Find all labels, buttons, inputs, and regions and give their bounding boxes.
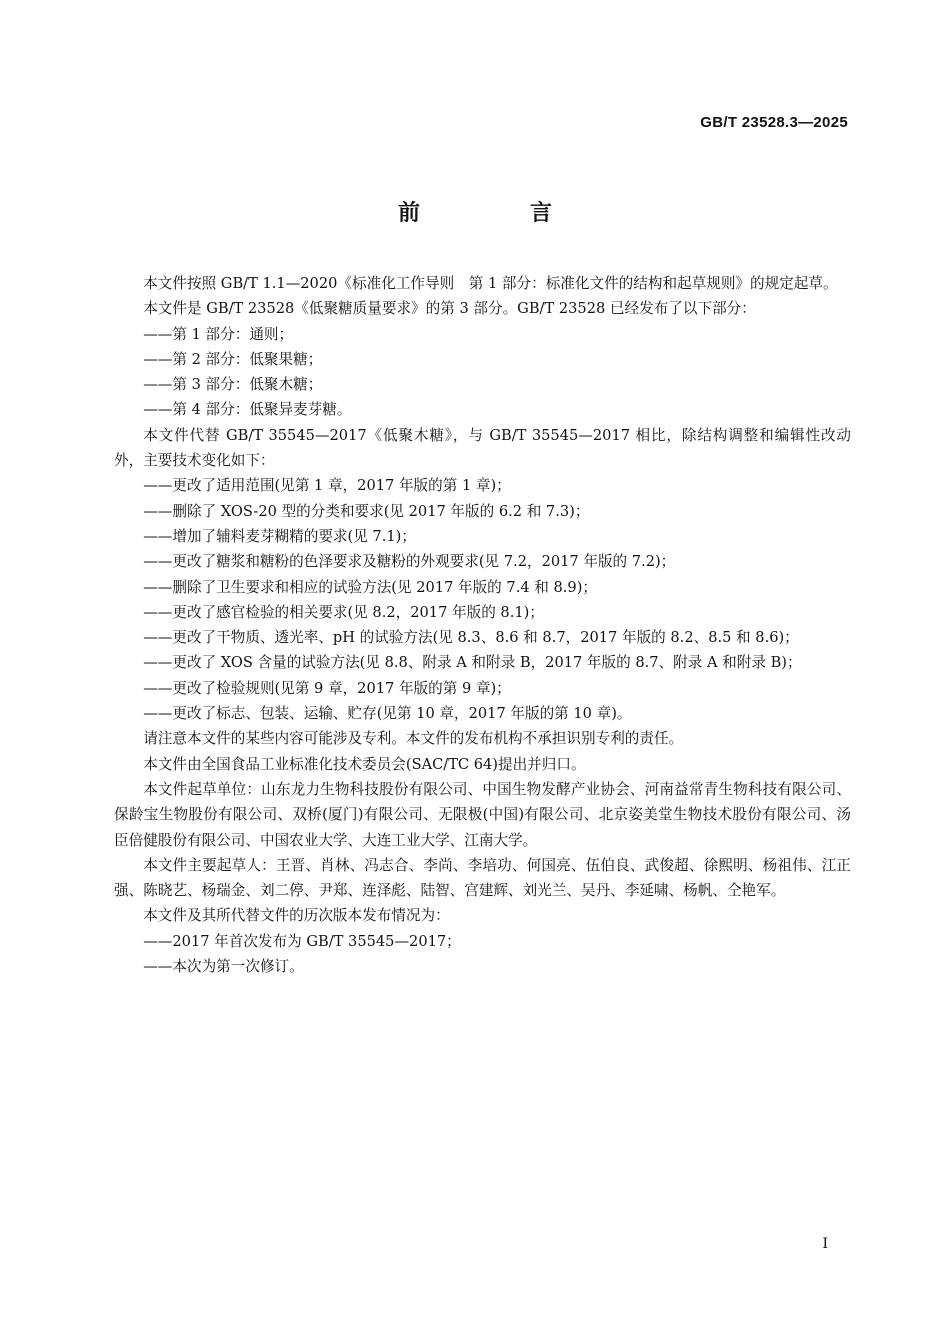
list-item: ——更改了检验规则(见第 9 章，2017 年版的第 9 章)； — [143, 679, 511, 697]
list-item: ——更改了标志、包装、运输、贮存(见第 10 章，2017 年版的第 10 章)。 — [143, 705, 632, 723]
list-item: ——更改了糖浆和糖粉的色泽要求及糖粉的外观要求(见 7.2，2017 年版的 7.2)； — [143, 553, 676, 571]
page-number: I — [822, 1236, 828, 1252]
paragraph: 本文件起草单位：山东龙力生物科技股份有限公司、中国生物发酵产业协会、河南益常青生物科技有限公司、保龄宝生物股份有限公司、双桥(厦门)有限公司、无限极(中国)有限公司、北京姿美堂生物技术股份有限公司、汤臣倍健股份有限公司、中国农业大学、大连工业大学、江南大学。 — [114, 780, 851, 849]
paragraph: 请注意本文件的某些内容可能涉及专利。本文件的发布机构不承担识别专利的责任。 — [143, 730, 684, 748]
paragraph: 本文件主要起草人：王晋、肖林、冯志合、李尚、李培功、何国亮、伍伯良、武俊超、徐熙明、杨祖伟、江正强、陈晓艺、杨瑞金、刘二停、尹郑、连泽彪、陆智、宫建辉、刘光兰、吴丹、李延啸、杨帆、仝艳军。 — [114, 856, 851, 900]
document-body — [114, 271, 851, 979]
paragraph: 本文件按照 GB/T 1.1—2020《标准化工作导则 第 1 部分：标准化文件的结构和起草规则》的规定起草。 — [143, 275, 838, 292]
paragraph: 本文件代替 GB/T 35545—2017《低聚木糖》，与 GB/T 35545—2017 相比，除结构调整和编辑性改动外，主要技术变化如下： — [114, 426, 851, 470]
list-item: ——删除了卫生要求和相应的试验方法(见 2017 年版的 7.4 和 8.9)； — [143, 578, 597, 596]
list-item: ——删除了 XOS-20 型的分类和要求(见 2017 年版的 6.2 和 7.3)； — [143, 502, 590, 520]
paragraph: 本文件由全国食品工业标准化技术委员会(SAC/TC 64)提出并归口。 — [143, 755, 586, 773]
list-item: ——第 4 部分：低聚异麦芽糖。 — [143, 401, 352, 419]
list-item: ——2017 年首次发布为 GB/T 35545—2017； — [143, 932, 461, 950]
list-item: ——本次为第一次修订。 — [143, 958, 304, 976]
paragraph: 本文件及其所代替文件的历次版本发布情况为： — [143, 907, 450, 925]
list-item: ——更改了感官检验的相关要求(见 8.2，2017 年版的 8.1)； — [143, 603, 544, 621]
document-code: GB/T 23528.3—2025 — [700, 114, 848, 131]
list-item: ——增加了辅料麦芽糊精的要求(见 7.1)； — [143, 527, 416, 545]
list-item: ——第 3 部分：低聚木糖； — [143, 376, 323, 394]
list-item: ——更改了适用范围(见第 1 章，2017 年版的第 1 章)； — [143, 477, 511, 495]
list-item: ——更改了干物质、透光率、pH 的试验方法(见 8.3、8.6 和 8.7，2017 年版的 8.2、8.5 和 8.6)； — [143, 629, 799, 647]
list-item: ——第 2 部分：低聚果糖； — [143, 350, 323, 368]
paragraph: 本文件是 GB/T 23528《低聚糖质量要求》的第 3 部分。GB/T 23528 已经发布了以下部分： — [143, 300, 756, 318]
list-item: ——更改了 XOS 含量的试验方法(见 8.8、附录 A 和附录 B，2017 年版的 8.7、附录 A 和附录 B)； — [143, 654, 802, 672]
page-title: 前 言 — [397, 201, 596, 226]
list-item: ——第 1 部分：通则； — [143, 325, 294, 343]
